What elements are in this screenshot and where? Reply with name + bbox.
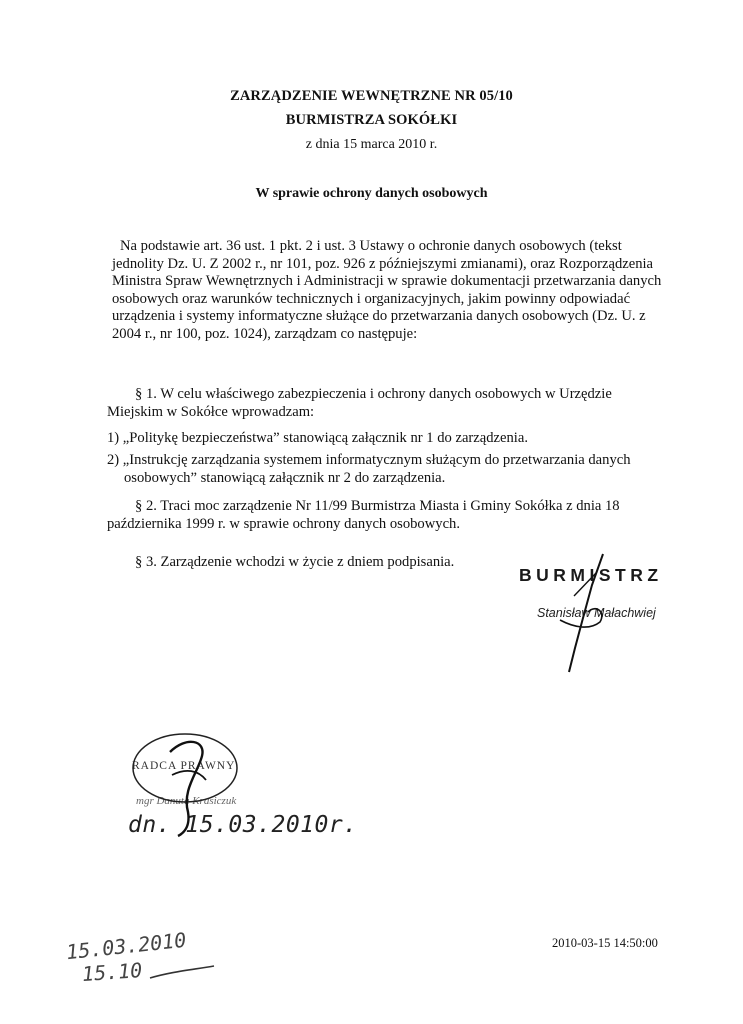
- mayor-signature-mark: [574, 572, 597, 596]
- intro-line: osobowych oraz warunków technicznych i organizacyjnych, jakim powinny odpowiadać: [112, 290, 631, 307]
- mayor-signature-mark: [569, 554, 603, 672]
- legal-signature-mark: [170, 742, 203, 836]
- legal-signature-mark: [172, 771, 206, 780]
- document-subject: W sprawie ochrony danych osobowych: [255, 186, 488, 201]
- list-item-1: 1) „Politykę bezpieczeństwa” stanowiącą załącznik nr 1 do zarządzenia.: [107, 430, 528, 446]
- section-2-line: § 2. Traci moc zarządzenie Nr 11/99 Burmistrza Miasta i Gminy Sokółka z dnia 18: [135, 498, 620, 514]
- list-item-2-line: osobowych” stanowiącą załącznik nr 2 do zarządzenia.: [124, 469, 446, 486]
- mayor-stamp-name: Stanisław Małachwiej: [537, 606, 656, 620]
- section-1-line: § 1. W celu właściwego zabezpieczenia i ochrony danych osobowych w Urzędzie: [135, 386, 612, 402]
- mayor-stamp-title: BURMISTRZ: [519, 565, 663, 585]
- intro-line: Ministra Spraw Wewnętrznych i Administracji w sprawie dokumentacji przetwarzania danych: [112, 273, 662, 289]
- legal-stamp-title: RADCA PRAWNY: [132, 760, 236, 772]
- intro-line: 2004 r., nr 100, poz. 1024), zarządzam co następuje:: [112, 325, 418, 342]
- intro-line: Na podstawie art. 36 ust. 1 pkt. 2 i ust. 3 Ustawy o ochronie danych osobowych (tekst: [120, 238, 622, 254]
- handwritten-note-line2: 15.10: [81, 957, 143, 987]
- print-timestamp: 2010-03-15 14:50:00: [552, 936, 658, 950]
- handwritten-note-line1: 15.03.2010: [65, 927, 188, 965]
- intro-line: urządzenia i systemy informatyczne służące do przetwarzania danych osobowych (Dz. U. z: [112, 308, 646, 324]
- section-1-line: Miejskim w Sokółce wprowadzam:: [107, 403, 315, 420]
- document-title-line2: BURMISTRZA SOKÓŁKI: [285, 112, 458, 128]
- intro-line: jednolity Dz. U. Z 2002 r., nr 101, poz. 926 z późniejszymi zmianami), oraz Rozporządzenia: [112, 255, 654, 272]
- footer-signature-mark: [150, 966, 214, 978]
- section-2-line: października 1999 r. w sprawie ochrony danych osobowych.: [107, 515, 460, 532]
- document-date: z dnia 15 marca 2010 r.: [305, 137, 438, 152]
- document-title-line1: ZARZĄDZENIE WEWNĘTRZNE NR 05/10: [230, 88, 513, 104]
- section-3-paragraph: § 3. Zarządzenie wchodzi w życie z dniem podpisania.: [135, 554, 455, 570]
- list-item-2-line: 2) „Instrukcję zarządzania systemem informatycznym służącym do przetwarzania danych: [107, 452, 631, 468]
- legal-stamp-circle: [133, 734, 237, 802]
- legal-stamp-name: mgr Danuta Krasiczuk: [136, 795, 237, 807]
- handwritten-approval-date: dn. 15.03.2010r.: [128, 812, 358, 838]
